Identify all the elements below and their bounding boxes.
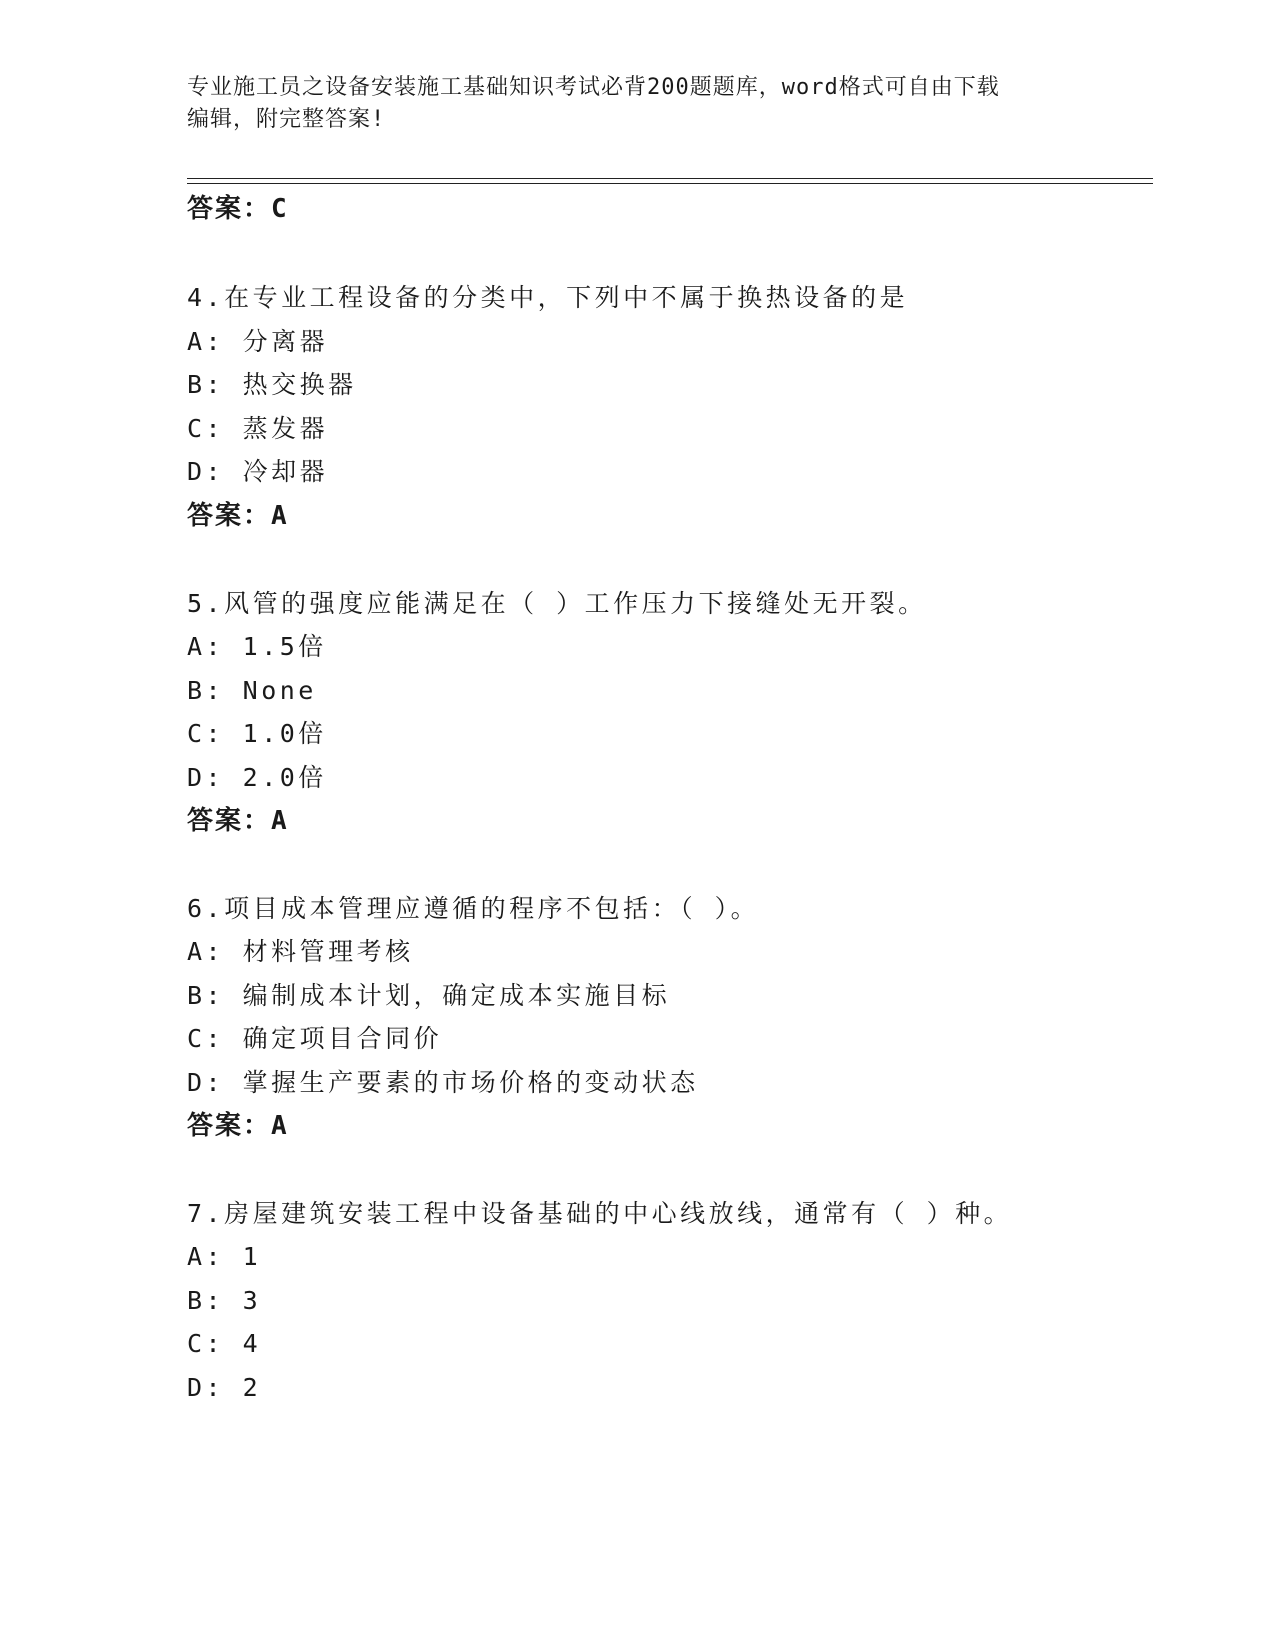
question-5-answer: 答案：A [187,806,289,836]
question-7-option-c: C: 4 [187,1329,262,1358]
question-4-answer: 答案：A [187,501,289,531]
question-4-option-c: C: 蒸发器 [187,414,329,443]
question-4-option-d: D: 冷却器 [187,457,329,486]
question-7-option-a: A: 1 [187,1242,262,1271]
question-7-stem: 7.房屋建筑安装工程中设备基础的中心线放线，通常有（ ）种。 [187,1199,1013,1228]
question-6-option-d: D: 掌握生产要素的市场价格的变动状态 [187,1068,699,1097]
question-7-option-b: B: 3 [187,1286,262,1315]
header-line-2: 编辑，附完整答案! [187,107,386,132]
question-5-stem: 5.风管的强度应能满足在（ ）工作压力下接缝处无开裂。 [187,589,927,618]
question-6-option-c: C: 确定项目合同价 [187,1024,443,1053]
question-4-stem: 4.在专业工程设备的分类中，下列中不属于换热设备的是 [187,283,909,312]
question-5-option-a: A: 1.5倍 [187,632,327,661]
question-5-option-b: B: None [187,676,317,705]
header-rule-top [187,178,1153,179]
page-header [187,72,1087,136]
question-6-answer: 答案：A [187,1111,289,1141]
question-5-option-c: C: 1.0倍 [187,719,327,748]
question-6-stem: 6.项目成本管理应遵循的程序不包括：（ ）。 [187,894,760,923]
header-line-1: 专业施工员之设备安装施工基础知识考试必背200题题库，word格式可自由下载 [187,75,1000,100]
answer-prev: 答案：C [187,194,289,224]
question-5-option-d: D: 2.0倍 [187,763,327,792]
question-6-option-b: B: 编制成本计划，确定成本实施目标 [187,981,671,1010]
header-rule-bottom [187,183,1153,184]
question-4-option-b: B: 热交换器 [187,370,357,399]
question-4-option-a: A: 分离器 [187,327,329,356]
question-6-option-a: A: 材料管理考核 [187,937,414,966]
question-7-option-d: D: 2 [187,1373,262,1402]
